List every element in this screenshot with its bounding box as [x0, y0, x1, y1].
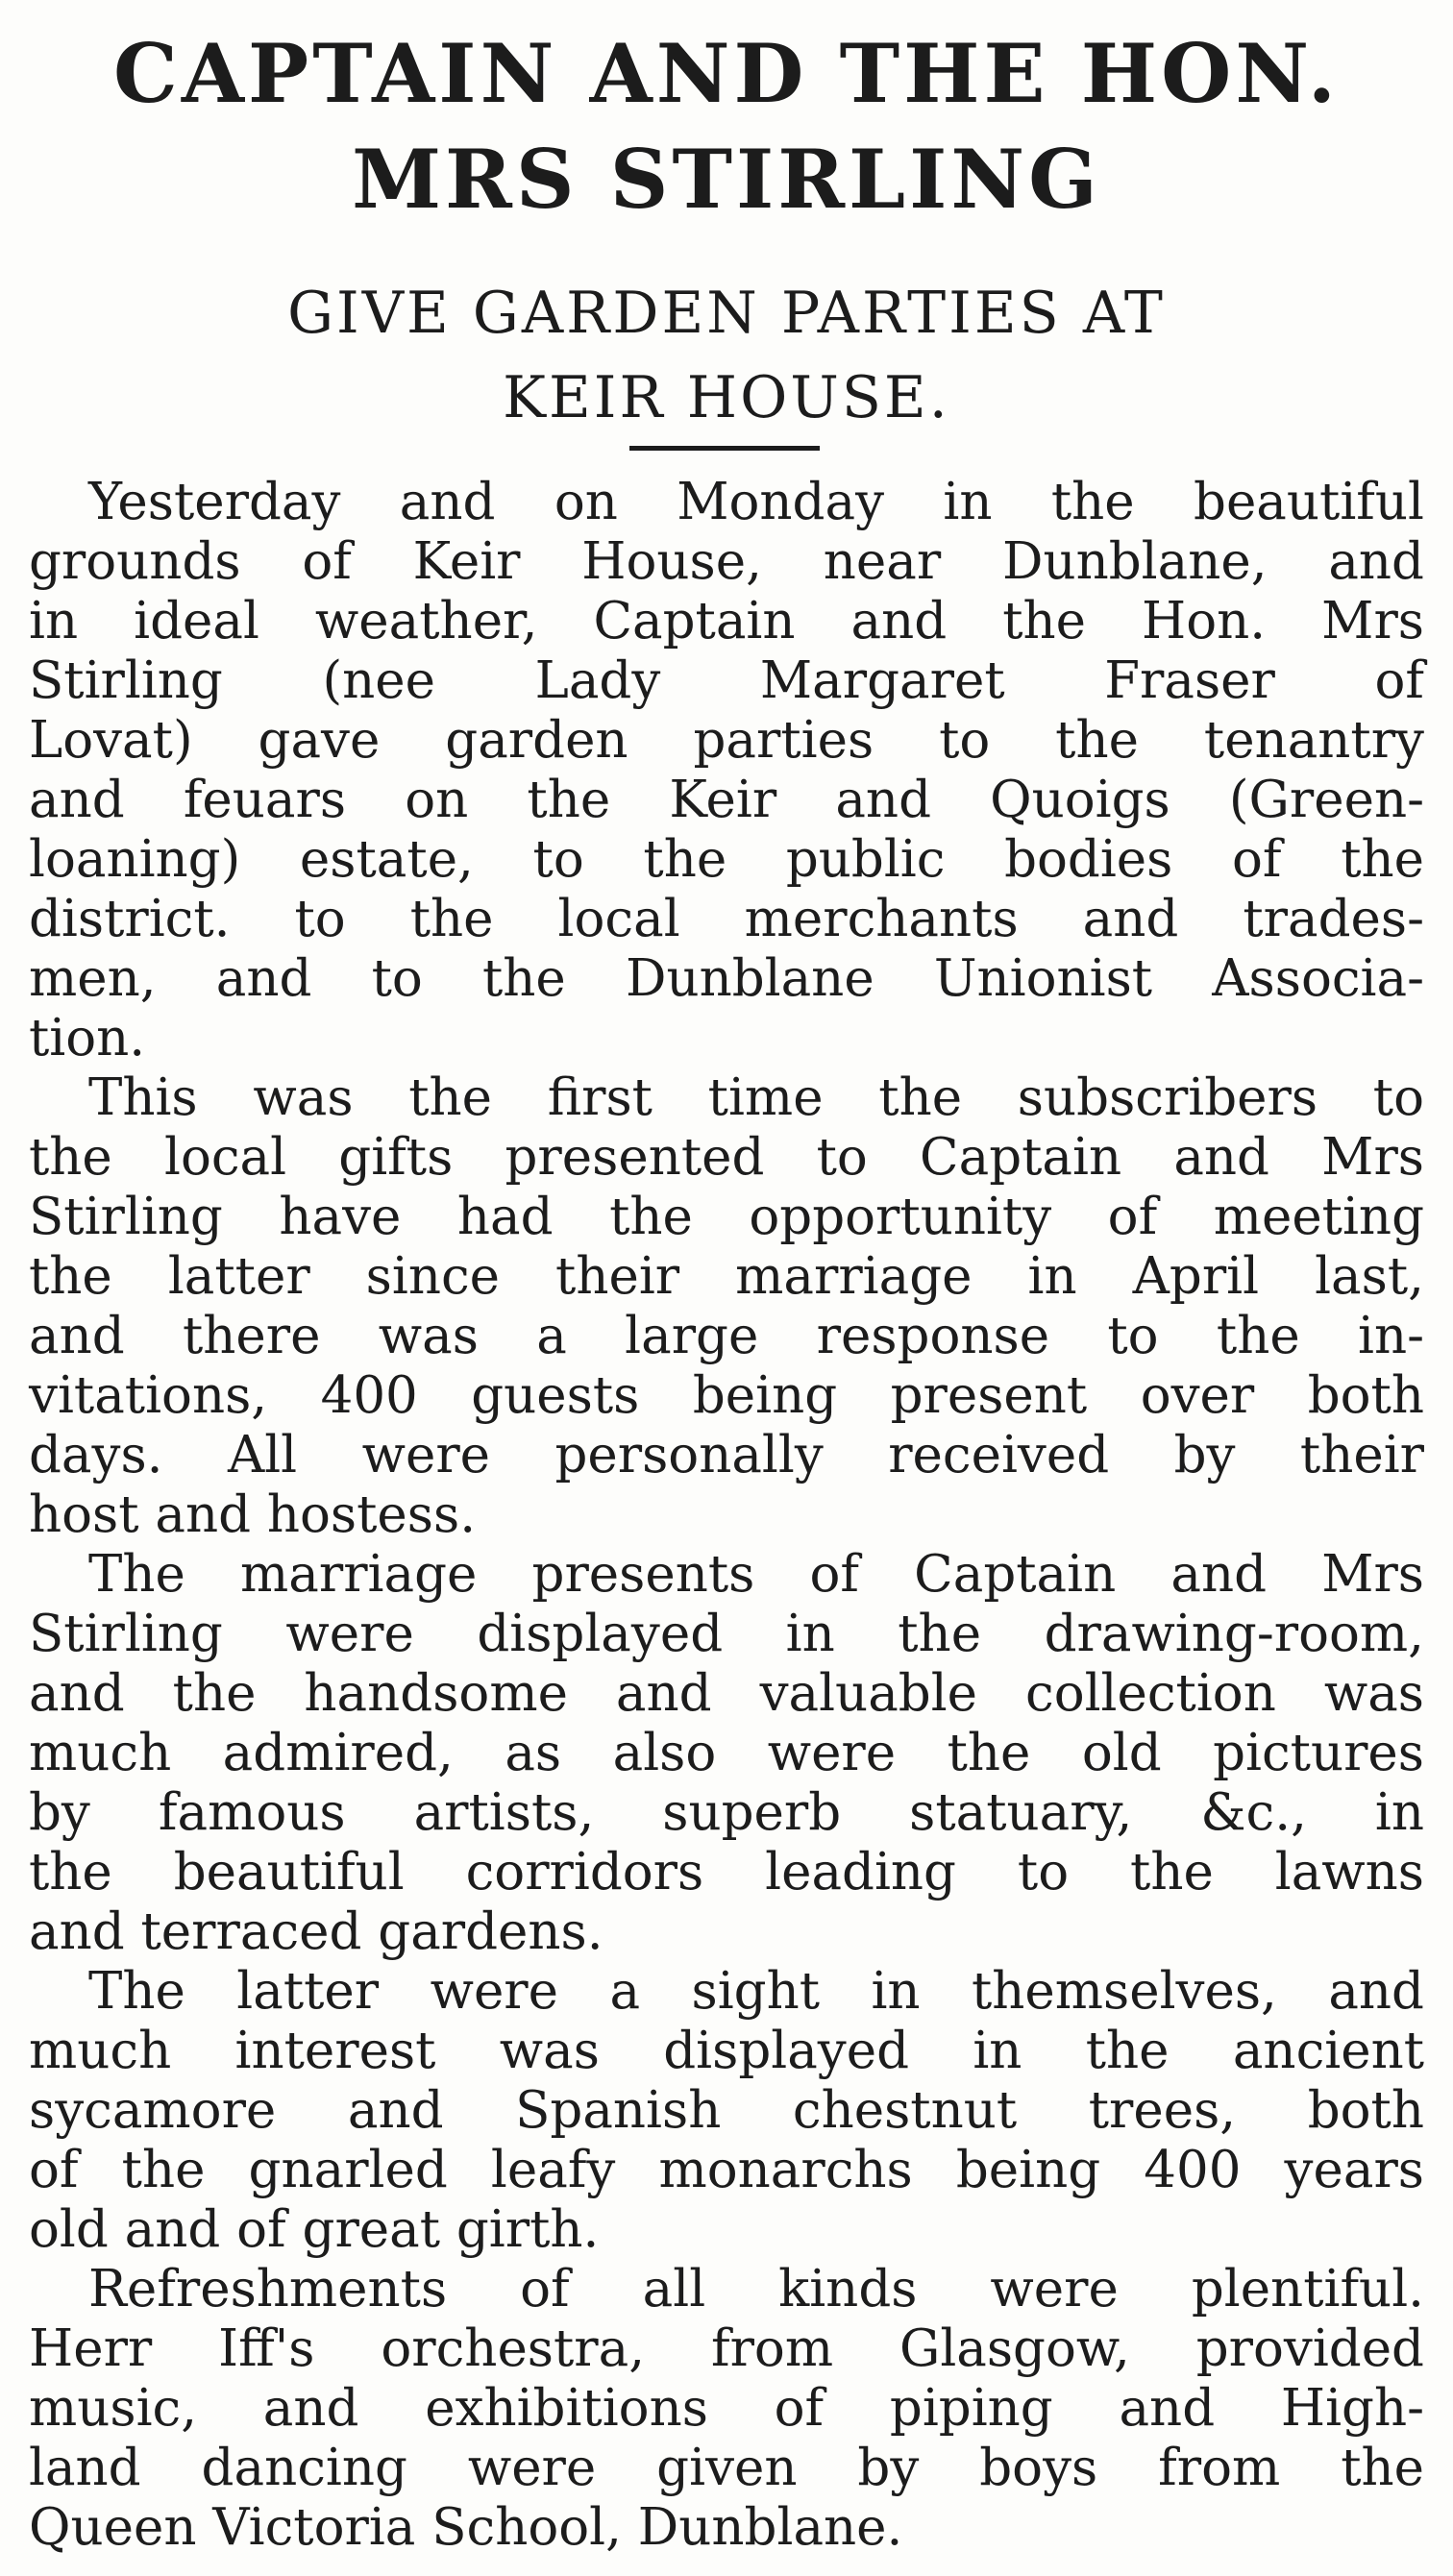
text-line: in ideal weather, Captain and the Hon. Mrs [29, 592, 1424, 650]
text-line: Stirling have had the opportunity of meeting [29, 1188, 1424, 1246]
text-line: grounds of Keir House, near Dunblane, and [29, 532, 1424, 591]
text-line: by famous artists, superb statuary, &c., in [29, 1783, 1424, 1842]
text-line: and there was a large response to the in- [29, 1307, 1424, 1365]
subheadline [0, 271, 1453, 440]
headline-line: CAPTAIN AND THE HON. [113, 26, 1340, 121]
text-line: district. to the local merchants and trades- [29, 890, 1424, 948]
text-line: loaning) estate, to the public bodies of the [29, 830, 1424, 889]
text-line: This was the first time the subscribers to [88, 1068, 1424, 1127]
text-line: and the handsome and valuable collection was [29, 1664, 1424, 1723]
paragraph [29, 2260, 1424, 2558]
text-line: music, and exhibitions of piping and High- [29, 2379, 1424, 2438]
paragraph [29, 1068, 1424, 1545]
text-line: old and of great girth. [29, 2200, 600, 2259]
text-line: Yesterday and on Monday in the beautiful [88, 473, 1424, 531]
text-line: vitations, 400 guests being present over both [29, 1366, 1424, 1425]
text-line: Lovat) gave garden parties to the tenantry [29, 711, 1424, 770]
text-line: sycamore and Spanish chestnut trees, both [29, 2081, 1424, 2140]
text-line: men, and to the Dunblane Unionist Associa- [29, 949, 1424, 1008]
text-line: and feuars on the Keir and Quoigs (Green- [29, 771, 1424, 829]
text-line: Queen Victoria School, Dunblane. [29, 2498, 903, 2557]
paragraph [29, 1962, 1424, 2260]
text-line: much interest was displayed in the ancient [29, 2022, 1424, 2080]
text-line: the local gifts presented to Captain and Mrs [29, 1128, 1424, 1187]
text-line: Stirling (nee Lady Margaret Fraser of [29, 651, 1424, 710]
headline [0, 21, 1453, 233]
text-line: days. All were personally received by their [29, 1426, 1424, 1484]
text-line: Herr Iff's orchestra, from Glasgow, provided [29, 2319, 1424, 2378]
headline-line: MRS STIRLING [352, 132, 1101, 227]
text-line: tion. [29, 1009, 146, 1067]
text-line: The latter were a sight in themselves, and [88, 1962, 1424, 2021]
text-line: of the gnarled leafy monarchs being 400 years [29, 2141, 1424, 2199]
text-line: Stirling were displayed in the drawing-room, [29, 1605, 1424, 1663]
subheadline-line: KEIR HOUSE. [503, 364, 950, 431]
paragraph [29, 473, 1424, 1068]
text-line: much admired, as also were the old pictures [29, 1724, 1424, 1782]
text-line: land dancing were given by boys from the [29, 2439, 1424, 2497]
text-line: the beautiful corridors leading to the lawns [29, 1843, 1424, 1901]
text-line: and terraced gardens. [29, 1902, 603, 1961]
paragraph [29, 1545, 1424, 1962]
text-line: The marriage presents of Captain and Mrs [88, 1545, 1424, 1604]
text-line: Refreshments of all kinds were plentiful. [88, 2260, 1424, 2318]
separator-rule [629, 446, 820, 451]
article-body [29, 473, 1424, 2558]
text-line: host and hostess. [29, 1485, 477, 1544]
subheadline-line: GIVE GARDEN PARTIES AT [287, 280, 1166, 347]
text-line: the latter since their marriage in April last, [29, 1247, 1424, 1306]
